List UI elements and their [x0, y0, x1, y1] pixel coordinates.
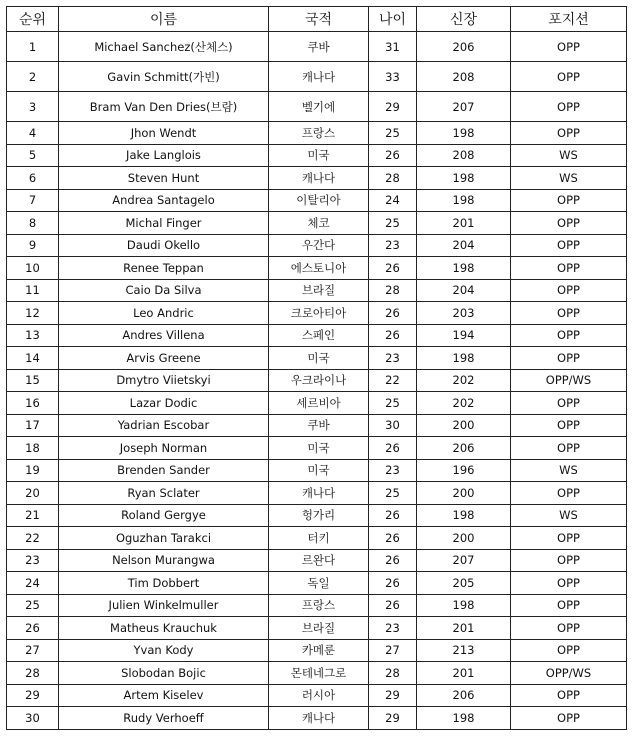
header-name: 이름: [59, 7, 269, 32]
cell-age: 26: [369, 144, 417, 167]
cell-rank: 7: [7, 189, 59, 212]
cell-rank: 22: [7, 527, 59, 550]
cell-position: OPP: [511, 347, 627, 370]
table-row: [7, 212, 627, 235]
cell-height: 205: [417, 572, 511, 595]
cell-position: OPP: [511, 684, 627, 707]
cell-rank: 17: [7, 414, 59, 437]
cell-age: 23: [369, 347, 417, 370]
cell-age: 23: [369, 234, 417, 257]
cell-rank: 23: [7, 549, 59, 572]
cell-rank: 2: [7, 62, 59, 92]
cell-height: 213: [417, 639, 511, 662]
cell-nationality: 캐나다: [269, 167, 369, 190]
cell-name: Matheus Krauchuk: [59, 617, 269, 640]
cell-height: 202: [417, 369, 511, 392]
cell-age: 33: [369, 62, 417, 92]
cell-rank: 1: [7, 32, 59, 62]
cell-age: 26: [369, 437, 417, 460]
table-row: [7, 189, 627, 212]
cell-nationality: 체코: [269, 212, 369, 235]
cell-position: WS: [511, 459, 627, 482]
cell-rank: 9: [7, 234, 59, 257]
players-table: [6, 6, 627, 730]
cell-age: 26: [369, 324, 417, 347]
header-row: [7, 7, 627, 32]
cell-position: OPP: [511, 707, 627, 730]
cell-nationality: 벨기에: [269, 92, 369, 122]
cell-height: 207: [417, 549, 511, 572]
cell-rank: 21: [7, 504, 59, 527]
cell-position: WS: [511, 144, 627, 167]
cell-name: Arvis Greene: [59, 347, 269, 370]
cell-name: Caio Da Silva: [59, 279, 269, 302]
cell-height: 196: [417, 459, 511, 482]
cell-age: 27: [369, 639, 417, 662]
table-row: [7, 62, 627, 92]
cell-height: 198: [417, 504, 511, 527]
cell-position: OPP: [511, 302, 627, 325]
cell-position: OPP/WS: [511, 369, 627, 392]
cell-position: WS: [511, 504, 627, 527]
cell-name: Joseph Norman: [59, 437, 269, 460]
cell-position: OPP: [511, 549, 627, 572]
table-row: [7, 594, 627, 617]
cell-name: Tim Dobbert: [59, 572, 269, 595]
cell-rank: 20: [7, 482, 59, 505]
cell-nationality: 에스토니아: [269, 257, 369, 280]
cell-nationality: 우크라이나: [269, 369, 369, 392]
table-row: [7, 392, 627, 415]
cell-height: 198: [417, 189, 511, 212]
cell-name: Rudy Verhoeff: [59, 707, 269, 730]
cell-height: 198: [417, 594, 511, 617]
table-row: [7, 572, 627, 595]
table-row: [7, 122, 627, 145]
table-body: [7, 32, 627, 730]
cell-position: OPP: [511, 212, 627, 235]
cell-nationality: 캐나다: [269, 62, 369, 92]
cell-name: Yadrian Escobar: [59, 414, 269, 437]
table-row: [7, 437, 627, 460]
table-row: [7, 414, 627, 437]
cell-position: OPP: [511, 189, 627, 212]
cell-rank: 8: [7, 212, 59, 235]
cell-height: 198: [417, 707, 511, 730]
cell-nationality: 프랑스: [269, 122, 369, 145]
cell-name: Slobodan Bojic: [59, 662, 269, 685]
cell-position: OPP: [511, 482, 627, 505]
cell-position: OPP: [511, 617, 627, 640]
header-age: 나이: [369, 7, 417, 32]
cell-age: 26: [369, 572, 417, 595]
cell-nationality: 미국: [269, 459, 369, 482]
cell-position: OPP: [511, 257, 627, 280]
cell-name: Andres Villena: [59, 324, 269, 347]
cell-position: OPP: [511, 62, 627, 92]
cell-position: OPP: [511, 32, 627, 62]
table-row: [7, 302, 627, 325]
cell-height: 206: [417, 437, 511, 460]
cell-height: 198: [417, 257, 511, 280]
cell-height: 206: [417, 32, 511, 62]
cell-height: 208: [417, 62, 511, 92]
cell-age: 25: [369, 212, 417, 235]
cell-position: OPP: [511, 92, 627, 122]
cell-nationality: 쿠바: [269, 414, 369, 437]
cell-nationality: 카메룬: [269, 639, 369, 662]
cell-height: 208: [417, 144, 511, 167]
table-row: [7, 662, 627, 685]
cell-name: Steven Hunt: [59, 167, 269, 190]
cell-age: 29: [369, 684, 417, 707]
cell-height: 198: [417, 347, 511, 370]
cell-age: 28: [369, 167, 417, 190]
cell-height: 203: [417, 302, 511, 325]
cell-position: OPP: [511, 414, 627, 437]
cell-position: OPP: [511, 527, 627, 550]
cell-height: 202: [417, 392, 511, 415]
cell-position: OPP: [511, 234, 627, 257]
cell-name: Roland Gergye: [59, 504, 269, 527]
table-row: [7, 707, 627, 730]
cell-age: 28: [369, 279, 417, 302]
header-nationality: 국적: [269, 7, 369, 32]
cell-rank: 14: [7, 347, 59, 370]
cell-nationality: 스페인: [269, 324, 369, 347]
cell-position: OPP: [511, 392, 627, 415]
cell-position: OPP: [511, 572, 627, 595]
cell-name: Bram Van Den Dries(브람): [59, 92, 269, 122]
cell-height: 201: [417, 662, 511, 685]
cell-age: 25: [369, 122, 417, 145]
cell-nationality: 브라질: [269, 279, 369, 302]
cell-age: 23: [369, 617, 417, 640]
cell-name: Michal Finger: [59, 212, 269, 235]
cell-rank: 26: [7, 617, 59, 640]
cell-name: Michael Sanchez(산체스): [59, 32, 269, 62]
cell-rank: 24: [7, 572, 59, 595]
cell-name: Artem Kiselev: [59, 684, 269, 707]
table-row: [7, 234, 627, 257]
cell-name: Leo Andric: [59, 302, 269, 325]
cell-nationality: 크로아티아: [269, 302, 369, 325]
cell-rank: 13: [7, 324, 59, 347]
cell-rank: 11: [7, 279, 59, 302]
cell-age: 22: [369, 369, 417, 392]
cell-position: OPP: [511, 324, 627, 347]
cell-age: 28: [369, 662, 417, 685]
cell-age: 31: [369, 32, 417, 62]
cell-name: Oguzhan Tarakci: [59, 527, 269, 550]
cell-height: 207: [417, 92, 511, 122]
cell-name: Daudi Okello: [59, 234, 269, 257]
cell-position: OPP: [511, 279, 627, 302]
table-row: [7, 144, 627, 167]
cell-name: Brenden Sander: [59, 459, 269, 482]
table-row: [7, 167, 627, 190]
cell-name: Renee Teppan: [59, 257, 269, 280]
cell-age: 30: [369, 414, 417, 437]
cell-nationality: 캐나다: [269, 707, 369, 730]
cell-rank: 4: [7, 122, 59, 145]
cell-height: 194: [417, 324, 511, 347]
table-row: [7, 504, 627, 527]
cell-age: 23: [369, 459, 417, 482]
table-row: [7, 639, 627, 662]
cell-rank: 27: [7, 639, 59, 662]
cell-nationality: 세르비아: [269, 392, 369, 415]
cell-position: OPP/WS: [511, 662, 627, 685]
cell-name: Nelson Murangwa: [59, 549, 269, 572]
cell-name: Ryan Sclater: [59, 482, 269, 505]
cell-height: 201: [417, 617, 511, 640]
cell-height: 206: [417, 684, 511, 707]
table-row: [7, 527, 627, 550]
header-height: 신장: [417, 7, 511, 32]
cell-rank: 19: [7, 459, 59, 482]
table-row: [7, 459, 627, 482]
cell-nationality: 몬테네그로: [269, 662, 369, 685]
table-row: [7, 324, 627, 347]
cell-rank: 30: [7, 707, 59, 730]
cell-rank: 12: [7, 302, 59, 325]
cell-height: 200: [417, 414, 511, 437]
cell-rank: 18: [7, 437, 59, 460]
cell-rank: 16: [7, 392, 59, 415]
cell-rank: 15: [7, 369, 59, 392]
cell-age: 24: [369, 189, 417, 212]
cell-height: 204: [417, 234, 511, 257]
cell-age: 29: [369, 92, 417, 122]
table-row: [7, 684, 627, 707]
table-row: [7, 617, 627, 640]
table-row: [7, 257, 627, 280]
cell-rank: 10: [7, 257, 59, 280]
cell-name: Dmytro Viietskyi: [59, 369, 269, 392]
table-row: [7, 92, 627, 122]
cell-rank: 25: [7, 594, 59, 617]
cell-age: 25: [369, 482, 417, 505]
table-row: [7, 549, 627, 572]
cell-rank: 29: [7, 684, 59, 707]
cell-rank: 3: [7, 92, 59, 122]
cell-age: 25: [369, 392, 417, 415]
cell-nationality: 쿠바: [269, 32, 369, 62]
cell-nationality: 미국: [269, 437, 369, 460]
cell-height: 201: [417, 212, 511, 235]
header-position: 포지션: [511, 7, 627, 32]
cell-rank: 6: [7, 167, 59, 190]
cell-age: 26: [369, 527, 417, 550]
cell-position: OPP: [511, 594, 627, 617]
table-row: [7, 482, 627, 505]
cell-nationality: 브라질: [269, 617, 369, 640]
cell-name: Jake Langlois: [59, 144, 269, 167]
cell-rank: 28: [7, 662, 59, 685]
cell-nationality: 미국: [269, 144, 369, 167]
table-row: [7, 369, 627, 392]
cell-nationality: 미국: [269, 347, 369, 370]
cell-nationality: 터키: [269, 527, 369, 550]
cell-name: Yvan Kody: [59, 639, 269, 662]
cell-height: 200: [417, 482, 511, 505]
cell-height: 198: [417, 167, 511, 190]
cell-position: OPP: [511, 437, 627, 460]
cell-name: Gavin Schmitt(가빈): [59, 62, 269, 92]
cell-rank: 5: [7, 144, 59, 167]
cell-position: OPP: [511, 122, 627, 145]
cell-age: 26: [369, 302, 417, 325]
cell-age: 26: [369, 594, 417, 617]
cell-name: Lazar Dodic: [59, 392, 269, 415]
cell-age: 26: [369, 257, 417, 280]
cell-name: Julien Winkelmuller: [59, 594, 269, 617]
cell-name: Andrea Santagelo: [59, 189, 269, 212]
cell-nationality: 우간다: [269, 234, 369, 257]
cell-nationality: 캐나다: [269, 482, 369, 505]
header-rank: 순위: [7, 7, 59, 32]
cell-position: WS: [511, 167, 627, 190]
cell-nationality: 르완다: [269, 549, 369, 572]
cell-age: 26: [369, 549, 417, 572]
cell-age: 26: [369, 504, 417, 527]
cell-nationality: 이탈리아: [269, 189, 369, 212]
cell-name: Jhon Wendt: [59, 122, 269, 145]
table-row: [7, 32, 627, 62]
cell-nationality: 독일: [269, 572, 369, 595]
cell-nationality: 프랑스: [269, 594, 369, 617]
cell-height: 200: [417, 527, 511, 550]
table-row: [7, 279, 627, 302]
cell-height: 198: [417, 122, 511, 145]
cell-age: 29: [369, 707, 417, 730]
cell-position: OPP: [511, 639, 627, 662]
table-row: [7, 347, 627, 370]
cell-nationality: 헝가리: [269, 504, 369, 527]
cell-height: 204: [417, 279, 511, 302]
cell-nationality: 러시아: [269, 684, 369, 707]
